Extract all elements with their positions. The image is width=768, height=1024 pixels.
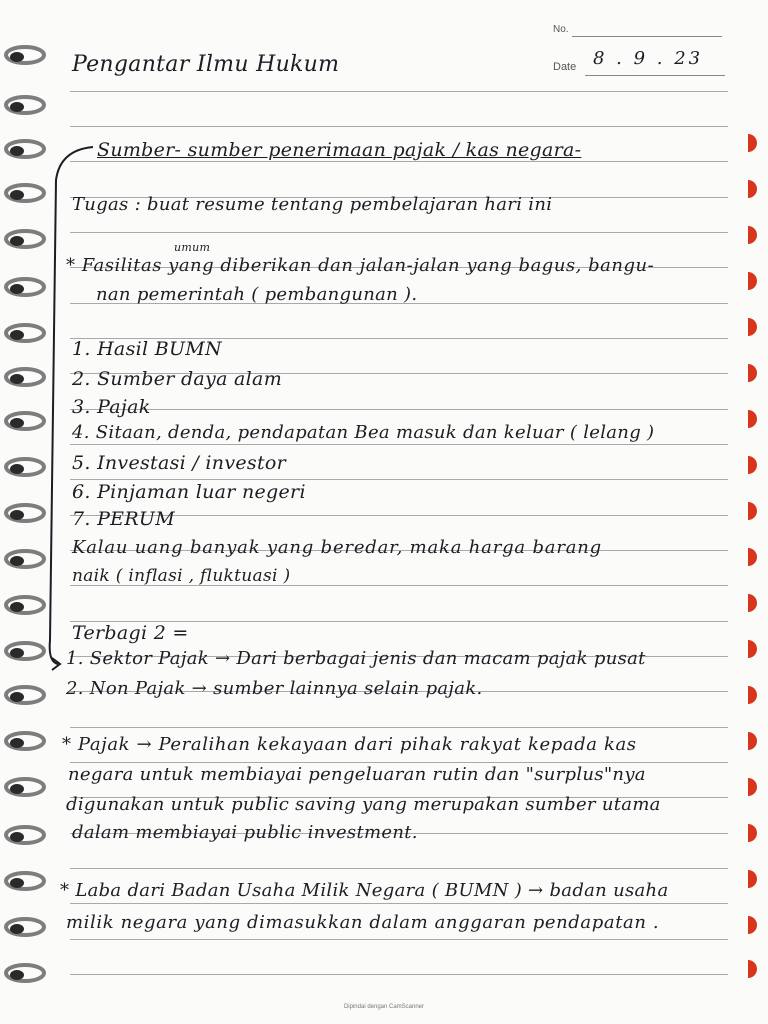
spiral-ring-icon [4,594,50,616]
list-item: 6. Pinjaman luar negeri [72,481,306,503]
spiral-ring-icon [4,824,50,846]
no-line [572,36,722,37]
topic-heading: Sumber- sumber penerimaan pajak / kas negara- [97,139,582,161]
sektor-line-1: 1. Sektor Pajak → Dari berbagai jenis dan macam pajak pusat [66,648,646,669]
ruled-line [70,409,728,410]
sektor-line-2: 2. Non Pajak → sumber lainnya selain pajak. [66,678,483,699]
kalau-line-1: Kalau uang banyak yang beredar, maka harga barang [72,537,602,558]
red-semicircle-hole-icon [748,134,766,152]
red-semicircle-hole-icon [748,226,766,244]
ruled-line [70,161,728,162]
spiral-ring-icon [4,322,50,344]
assignment-line: Tugas : buat resume tentang pembelajaran hari ini [72,194,553,215]
kalau-line-2: naik ( inflasi , fluktuasi ) [72,566,291,586]
list-item: 7. PERUM [72,508,175,530]
spiral-ring-icon [4,502,50,524]
laba-line: milik negara yang dimasukkan dalam anggaran pendapatan . [66,912,660,933]
list-item: 1. Hasil BUMN [72,338,222,360]
no-label: No. [553,24,569,35]
fasilitas-note: umum [174,241,211,254]
ruled-line [70,91,728,92]
red-semicircle-hole-icon [748,364,766,382]
list-item: 2. Sumber daya alam [72,368,283,390]
spiral-ring-icon [4,684,50,706]
laba-line: * Laba dari Badan Usaha Milik Negara ( BUMN ) → badan usaha [60,880,669,901]
spiral-ring-icon [4,182,50,204]
pajak-line: digunakan untuk public saving yang merupakan sumber utama [66,794,661,815]
spiral-ring-icon [4,410,50,432]
note-title: Pengantar Ilmu Hukum [72,52,340,77]
pajak-line: * Pajak → Peralihan kekayaan dari pihak rakyat kepada kas [62,734,637,755]
spiral-ring-icon [4,228,50,250]
red-semicircle-hole-icon [748,410,766,428]
ruled-line [70,232,728,233]
red-semicircle-hole-icon [748,870,766,888]
list-item: 5. Investasi / investor [72,452,287,474]
terbagi-line: Terbagi 2 = [72,622,189,644]
ruled-line [70,762,728,763]
red-semicircle-hole-icon [748,916,766,934]
red-semicircle-hole-icon [748,594,766,612]
red-semicircle-hole-icon [748,732,766,750]
list-item: 3. Pajak [72,396,151,418]
spiral-ring-icon [4,276,50,298]
spiral-ring-icon [4,138,50,160]
spiral-ring-icon [4,916,50,938]
spiral-ring-icon [4,366,50,388]
red-semicircle-hole-icon [748,640,766,658]
red-semicircle-hole-icon [748,686,766,704]
spiral-ring-icon [4,870,50,892]
fasilitas-line-1: * Fasilitas yang diberikan dan jalan-jalan yang bagus, bangu- [66,255,655,276]
red-semicircle-hole-icon [748,824,766,842]
ruled-line [70,479,728,480]
date-line [585,75,725,76]
ruled-line [70,939,728,940]
spiral-ring-icon [4,962,50,984]
spiral-ring-icon [4,456,50,478]
red-semicircle-hole-icon [748,180,766,198]
red-semicircle-hole-icon [748,318,766,336]
spiral-ring-icon [4,640,50,662]
ruled-line [70,444,728,445]
spiral-ring-icon [4,548,50,570]
pajak-line: dalam membiayai public investment. [72,822,418,843]
red-semicircle-hole-icon [748,502,766,520]
red-semicircle-hole-icon [748,778,766,796]
spiral-ring-icon [4,44,50,66]
spiral-ring-icon [4,776,50,798]
pajak-line: negara untuk membiayai pengeluaran rutin dan "surplus"nya [68,764,646,785]
ruled-line [70,903,728,904]
date-value: 8 . 9 . 23 [593,48,704,69]
list-item: 4. Sitaan, denda, pendapatan Bea masuk dan keluar ( lelang ) [72,422,655,443]
spiral-ring-icon [4,730,50,752]
red-semicircle-hole-icon [748,456,766,474]
date-label: Date [553,61,577,73]
ruled-line [70,974,728,975]
fasilitas-line-2: nan pemerintah ( pembangunan ). [96,284,418,305]
scanner-footer: Dipindai dengan CamScanner [343,1004,425,1010]
ruled-line [70,868,728,869]
red-semicircle-hole-icon [748,548,766,566]
red-semicircle-hole-icon [748,272,766,290]
ruled-line [70,727,728,728]
ruled-line [70,126,728,127]
spiral-ring-icon [4,94,50,116]
red-semicircle-hole-icon [748,960,766,978]
